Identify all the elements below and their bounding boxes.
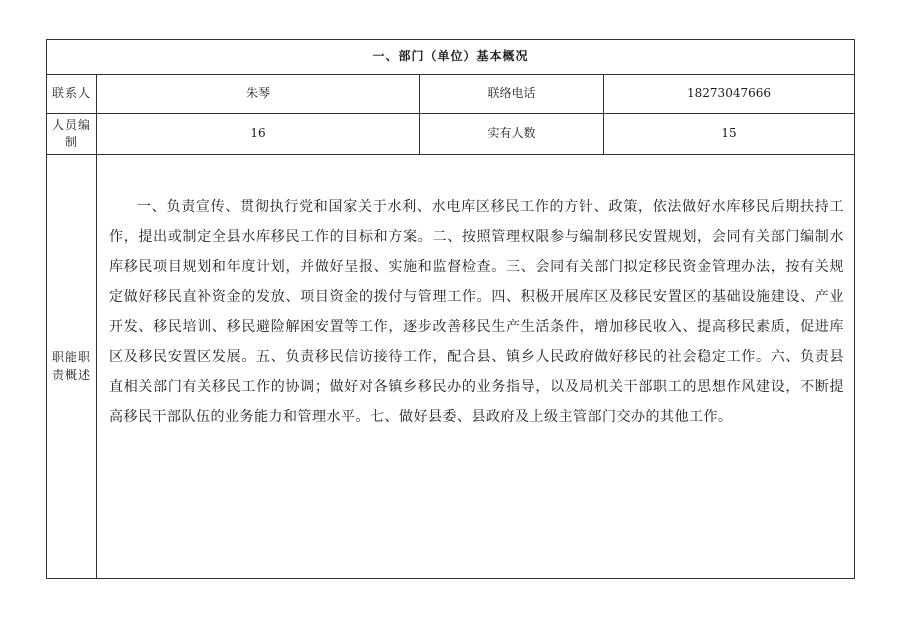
duties-text: 一、负责宣传、贯彻执行党和国家关于水利、水电库区移民工作的方针、政策，依法做好水库移民后期扶持工作，提出或制定全县水库移民工作的目标和方案。二、按照管理权限参与编制移民安置规划，会同有关部门编制水库移民项目规划和年度计划，并做好呈报、实施和监督检查。三、会同有关部门拟定移民资金管理办法，按有关规定做好移民直补资金的发放、项目资金的拨付与管理工作。四、积极开展库区及移民安置区的基础设施建设、产业开发、移民培训、移民避险解困安置等工作，逐步改善移民生产生活条件，增加移民收入、提高移民素质，促进库区及移民安置区发展。五、负责移民信访接待工作，配合县、镇乡人民政府做好移民的社会稳定工作。六、负责县直相关部门有关移民工作的协调；做好对各镇乡移民办的业务指导，以及局机关干部职工的思想作风建设，不断提高移民干部队伍的业务能力和管理水平。七、做好县委、县政府及上级主管部门交办的其他工作。 xyxy=(97,155,855,579)
actual-staff-value: 15 xyxy=(604,114,855,155)
authorized-staff-label: 人员编制 xyxy=(47,114,97,155)
actual-staff-label: 实有人数 xyxy=(420,114,604,155)
section-title: 一、部门（单位）基本概况 xyxy=(47,40,855,75)
contact-row xyxy=(47,75,855,114)
duties-label: 职能职责概述 xyxy=(47,155,97,579)
title-row xyxy=(47,40,855,75)
phone-label: 联络电话 xyxy=(420,75,604,114)
contact-value: 朱琴 xyxy=(97,75,420,114)
basic-info-table xyxy=(46,39,855,579)
staff-row xyxy=(47,114,855,155)
duties-row xyxy=(47,155,855,579)
phone-value: 18273047666 xyxy=(604,75,855,114)
authorized-staff-value: 16 xyxy=(97,114,420,155)
contact-label: 联系人 xyxy=(47,75,97,114)
